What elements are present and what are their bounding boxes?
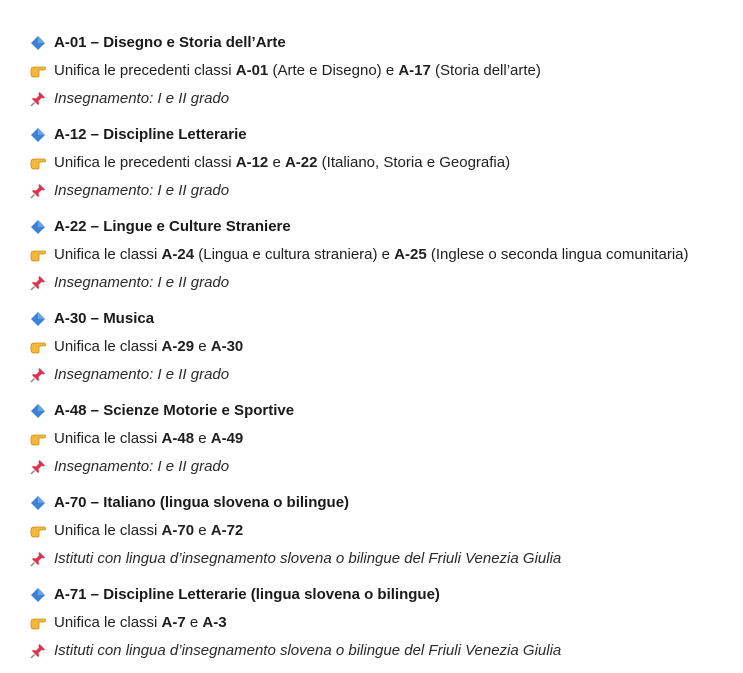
class-code: A-72	[210, 522, 244, 539]
blue-diamond-icon	[30, 127, 46, 143]
list-item	[30, 581, 689, 665]
entry-description	[54, 241, 689, 269]
entry-note: Istituti con lingua d’insegnamento slovena o bilingue del Friuli Venezia Giulia	[54, 642, 562, 659]
description-text: Unifica le precedenti classi	[54, 154, 236, 171]
class-code: A-70	[161, 522, 195, 539]
entry-description-line	[30, 241, 689, 269]
description-text: e	[268, 154, 285, 171]
entry-description	[54, 57, 541, 85]
entry-title-line	[30, 581, 689, 609]
class-code: A-48	[161, 430, 195, 447]
class-code: A-17	[398, 62, 431, 79]
entry-title: A-12 – Discipline Letterarie	[54, 126, 247, 143]
list-item	[30, 29, 689, 113]
blue-diamond-icon	[30, 311, 46, 327]
description-text: e	[194, 430, 211, 447]
blue-diamond-icon	[30, 587, 46, 603]
description-text: Unifica le classi	[54, 430, 162, 447]
entry-note-line	[30, 85, 689, 113]
entry-title-line	[30, 489, 689, 517]
pushpin-icon	[30, 643, 46, 659]
entry-title-line	[30, 397, 689, 425]
entry-description-line	[30, 425, 689, 453]
entry-note: Insegnamento: I e II grado	[54, 90, 230, 107]
list-item	[30, 305, 689, 389]
description-text: Unifica le classi	[54, 614, 162, 631]
entry-title-line	[30, 305, 689, 333]
entry-note-line	[30, 269, 689, 297]
entry-description	[54, 517, 243, 545]
pointing-hand-icon	[30, 63, 46, 79]
blue-diamond-icon	[30, 35, 46, 51]
class-code: A-30	[210, 338, 244, 355]
description-text: (Storia dell’arte)	[430, 62, 541, 79]
entry-note: Insegnamento: I e II grado	[54, 366, 230, 383]
description-text: e	[185, 614, 203, 631]
class-list	[30, 29, 689, 673]
description-text: (Italiano, Storia e Geografia)	[317, 154, 511, 171]
entry-note: Istituti con lingua d’insegnamento slovena o bilingue del Friuli Venezia Giulia	[54, 550, 562, 567]
pointing-hand-icon	[30, 247, 46, 263]
class-code: A-25	[394, 246, 427, 263]
description-text: Unifica le classi	[54, 522, 162, 539]
class-code: A-22	[284, 154, 318, 171]
entry-title: A-22 – Lingue e Culture Straniere	[54, 218, 291, 235]
list-item	[30, 489, 689, 573]
description-text: (Lingua e cultura straniera) e	[194, 246, 395, 263]
pointing-hand-icon	[30, 155, 46, 171]
entry-note: Insegnamento: I e II grado	[54, 458, 230, 475]
entry-title: A-70 – Italiano (lingua slovena o bilingue)	[54, 494, 350, 511]
list-item	[30, 121, 689, 205]
entry-description-line	[30, 609, 689, 637]
entry-note-line	[30, 545, 689, 573]
entry-title: A-48 – Scienze Motorie e Sportive	[54, 402, 295, 419]
list-item	[30, 213, 689, 297]
pointing-hand-icon	[30, 523, 46, 539]
pushpin-icon	[30, 91, 46, 107]
pointing-hand-icon	[30, 615, 46, 631]
class-code: A-12	[235, 154, 269, 171]
entry-note-line	[30, 637, 689, 665]
class-code: A-01	[235, 62, 269, 79]
entry-title: A-01 – Disegno e Storia dell’Arte	[54, 34, 286, 51]
entry-title-line	[30, 121, 689, 149]
entry-description-line	[30, 517, 689, 545]
list-item	[30, 397, 689, 481]
entry-description-line	[30, 57, 689, 85]
description-text: Unifica le precedenti classi	[54, 62, 236, 79]
pushpin-icon	[30, 275, 46, 291]
entry-description	[54, 333, 243, 361]
entry-description-line	[30, 149, 689, 177]
entry-description	[54, 425, 243, 453]
entry-description-line	[30, 333, 689, 361]
entry-note-line	[30, 361, 689, 389]
description-text: Unifica le classi	[54, 338, 162, 355]
blue-diamond-icon	[30, 219, 46, 235]
description-text: (Arte e Disegno) e	[268, 62, 399, 79]
entry-title-line	[30, 29, 689, 57]
class-code: A-24	[161, 246, 195, 263]
entry-note: Insegnamento: I e II grado	[54, 182, 230, 199]
entry-note-line	[30, 177, 689, 205]
class-code: A-29	[161, 338, 195, 355]
pushpin-icon	[30, 183, 46, 199]
entry-note: Insegnamento: I e II grado	[54, 274, 230, 291]
entry-description	[54, 609, 227, 637]
pushpin-icon	[30, 367, 46, 383]
entry-title-line	[30, 213, 689, 241]
class-code: A-7	[161, 614, 186, 631]
pointing-hand-icon	[30, 339, 46, 355]
pushpin-icon	[30, 459, 46, 475]
entry-note-line	[30, 453, 689, 481]
description-text: e	[194, 522, 211, 539]
description-text: e	[194, 338, 211, 355]
entry-title: A-30 – Musica	[54, 310, 155, 327]
pointing-hand-icon	[30, 431, 46, 447]
entry-description	[54, 149, 510, 177]
description-text: (Inglese o seconda lingua comunitaria)	[426, 246, 689, 263]
blue-diamond-icon	[30, 495, 46, 511]
class-code: A-49	[210, 430, 244, 447]
description-text: Unifica le classi	[54, 246, 162, 263]
pushpin-icon	[30, 551, 46, 567]
blue-diamond-icon	[30, 403, 46, 419]
entry-title: A-71 – Discipline Letterarie (lingua slovena o bilingue)	[54, 586, 440, 603]
class-code: A-3	[202, 614, 227, 631]
